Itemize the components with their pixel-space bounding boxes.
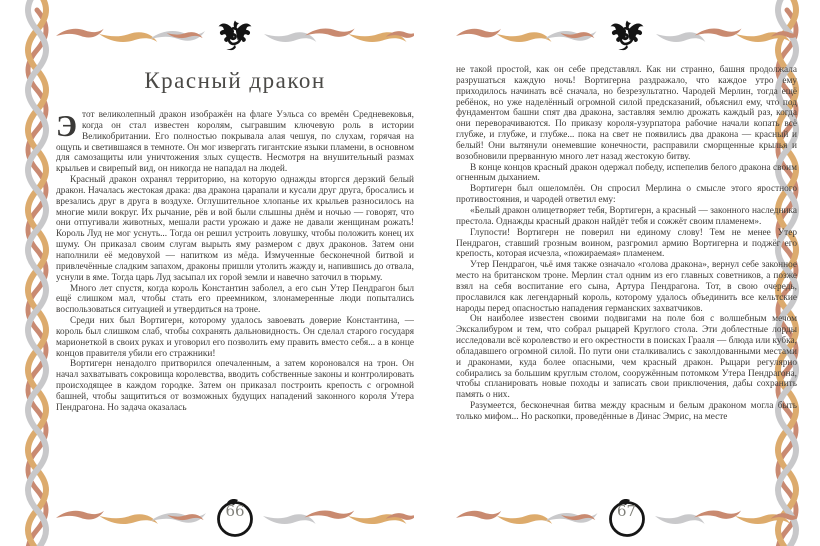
wave-ribbon-ornament [456,508,599,528]
wave-ribbon-ornament [263,508,414,528]
wave-ribbon-ornament [56,508,207,528]
left-page [56,0,414,546]
left-page-footer-ornament [56,496,414,540]
page-number: 66 [225,502,245,520]
paragraph: Много лет спустя, когда король Константин заболел, а его сын Утер Пендрагон был ещё слишком мал, чтобы стать его преемником, злонамеренные люди попытались воспользоваться ситуацией и утвердиться на троне. [56,283,414,316]
wave-ribbon-ornament [656,26,798,46]
right-page-footer-ornament [456,496,797,540]
paragraph: Глупости! Вортигерн не поверил ни единому слову! Тем не менее Утер Пендрагон, ставший грозным воином, разгромил армию Вортигерна и поджёг его крепость, которая исчезла, «пожираемая» пламенем. [456,227,797,260]
dragon-emblem-icon [216,17,254,55]
paragraph: Красный дракон охранял территорию, на которую однажды вторгся дерзкий белый дракон. Началась жестокая драка: два дракона царапали и кусали друг друга, бросались и врезались друг в друга в воздухе. Оглушительное хлопанье их крыльев разносилось на многие мили вокруг. Их рычание, рёв и вой были слышны днём и ночью — говорят, что они отпугивали животных, мешали расти урожаю и даже не давали женщинам рожать! Король Луд не мог уснуть... Тогда он решил устроить ловушку, чтобы положить конец их шуму. Он приказал своим слугам вырыть яму размером с двух драконов. Затем они наполнили её медовухой — напитком из мёда. Измученные бесконечной битвой и привлечённые сладким запахом, драконы пришли утолить жажду и, напившись до отвала, уснули в яме. Тогда царь Луд засыпал их горой земли и навечно заточил в тюрьму. [56,175,414,283]
ouroboros-page-circle-icon [607,496,647,540]
right-page-header-ornament [456,16,797,56]
paragraph: Разумеется, бесконечная битва между красным и белым драконом могла быть только мифом... Но раскопки, проведённые в Динас Эмрис, на месте [456,401,797,422]
chapter-title: Красный дракон [144,68,326,93]
paragraph: Вортигерн ненадолго притворился опечаленным, а затем короновался на трон. Он начал захватывать сокровища королевства, вводить собственные законы и контролировать происходящее в каждом городке. Затем он приказал построить крепость с огромной башней, чтобы защититься от возможных будущих нападений законного короля Утера Пендрагона. Но задача оказалась [56,359,414,413]
paragraph: «Белый дракон олицетворяет тебя, Вортигерн, а красный — законного наследника престола. Однажды красный дракон найдёт тебя и сожжёт своим пламенем». [456,205,797,227]
wave-ribbon-ornament [456,26,598,46]
braided-ribbon-border-left [20,0,54,546]
paragraph: не такой простой, как он себе представлял. Как ни странно, башня продолжала разрушаться каждую ночь! Вортигерна раздражало, что каждое утро ему приходилось начинать всё сначала, но безрезультатно. Чародей Мерлин, тогда ещё ребёнок, но уже наделённый огромной силой предсказаний, объяснил ему, что под фундаментом башни спят два дракона, заставляя землю дрожать каждый раз, когда они переворачиваются. По приказу короля-узурпатора рабочие начали копать всё глубже, и глубже, и глубже... пока на свет не появились два дракона — красный и белый! Они вытянули онемевшие конечности, расправили сморщенные крылья и возобновили прерванную много лет назад жестокую битву. [456,65,797,162]
page-number: 67 [616,502,637,520]
paragraph: Вортигерн был ошеломлён. Он спросил Мерлина о смысле этого яростного противостояния, и чародей ответил ему: [456,184,797,206]
left-page-body [56,110,414,482]
paragraph: В конце концов красный дракон одержал победу, испепелив белого дракона своим огненным дыханием. [456,162,797,184]
wave-ribbon-ornament [264,26,414,46]
wave-ribbon-ornament [56,26,206,46]
drop-cap: Э [56,110,78,143]
paragraph: Он наиболее известен своими подвигами на поле боя с волшебным мечом Экскалибуром и тем, что собрал рыцарей Круглого стола. Эти доблестные лорды исследовали всё королевство и его окрестности в поисках Грааля — блюда или кубка, обладавшего огромной силой. По пути они сталкивались с заколдованными местами и драконами, куда более опасными, чем красный дракон. Рыцари регулярно собирались за большим круглым столом, сооружённым потомком Утера Пендрагона, чтобы спланировать новые походы и записать свои приключения, дабы сохранить память о них. [456,314,797,401]
paragraph: Среди них был Вортигерн, которому удалось завоевать доверие Константина, — король был слишком слаб, чтобы сохранять дальновидность. Он сделал старого государя марионеткой в своих руках и уговорил его позволить ему править вместо себя... а в конце концов правителя убили его стражники! [56,316,414,359]
right-page-body [456,65,797,489]
right-page [456,0,797,546]
paragraph: Утер Пендрагон, чьё имя также означало «голова дракона», вернул себе законное место на британском троне. Мерлин стал одним из его главных советников, а позже взял на себя воспитание его сына, Артура Пендрагона. Тот, в свою очередь, прославился как легендарный король, которому удалось объединить все кельтские народы перед опасностью нападения германских захватчиков. [456,260,797,314]
left-page-header-ornament [56,16,414,56]
dragon-emblem-icon [608,17,646,55]
paragraph-text: тот великолепный дракон изображён на флаге Уэльса со времён Средневековья, когда он стал известен королям, сыгравшим ключевую роль в истории Великобритании. Его полностью покрывала алая чешуя, по слухам, горячая на ощупь и светившаяся в темноте. Он мог извергать гигантские языки пламени, в основном для самозащиты или уничтожения злых существ. Несмотря на внушительный размах крыльев и свирепый вид, он никогда не нападал на людей. [56,110,414,175]
ouroboros-page-circle-icon [215,496,255,540]
paragraph [56,110,414,175]
wave-ribbon-ornament [655,508,798,528]
